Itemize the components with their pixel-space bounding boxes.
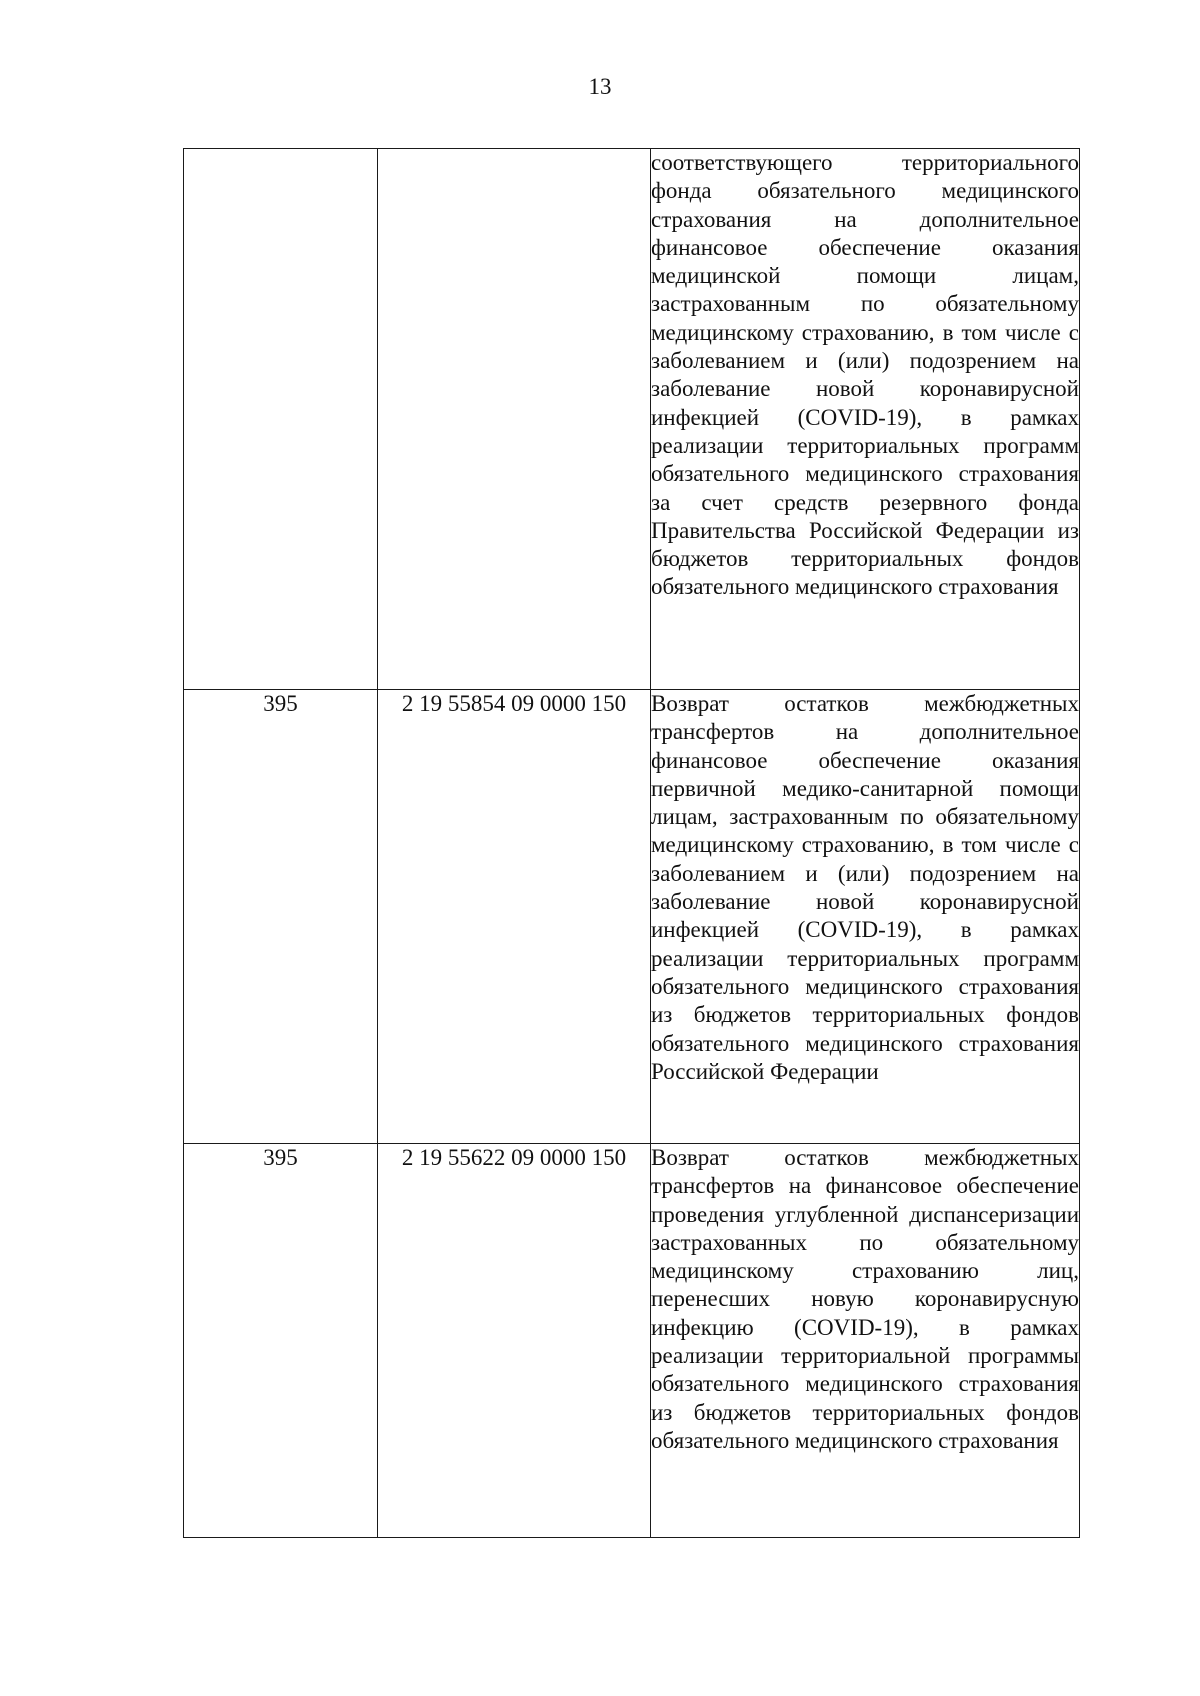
description-cell: соответствующего территориального фонда обязательного медицинского страхования на дополнительное финансовое обеспечение оказания медицинской помощи лицам, застрахованным по обязательному медицинскому страхованию, в том числе с заболеванием и (или) подозрением на заболевание новой коронавирусной инфекцией (COVID-19), в рамках реализации территориальных программ обязательного медицинского страхования за счет средств резервного фонда Правительства Российской Федерации из бюджетов территориальных фондов обязательного медицинского страхования [651, 149, 1080, 690]
budget-code-cell: 2 19 55854 09 0000 150 [378, 690, 651, 1144]
budget-codes-table [183, 148, 1080, 1538]
page-number: 13 [588, 74, 612, 99]
table-row [184, 690, 1080, 1144]
budget-code-cell: 2 19 55622 09 0000 150 [378, 1144, 651, 1538]
description-cell: Возврат остатков межбюджетных трансфертов на финансовое обеспечение проведения углубленной диспансеризации застрахованных по обязательному медицинскому страхованию лиц, перенесших новую коронавирусную инфекцию (COVID-19), в рамках реализации территориальной программы обязательного медицинского страхования из бюджетов территориальных фондов обязательного медицинского страхования [651, 1144, 1080, 1538]
table-row [184, 1144, 1080, 1538]
description-cell: Возврат остатков межбюджетных трансфертов на дополнительное финансовое обеспечение оказания первичной медико-санитарной помощи лицам, застрахованным по обязательному медицинскому страхованию, в том числе с заболеванием и (или) подозрением на заболевание новой коронавирусной инфекцией (COVID-19), в рамках реализации территориальных программ обязательного медицинского страхования из бюджетов территориальных фондов обязательного медицинского страхования Российской Федерации [651, 690, 1080, 1144]
budget-code-cell [378, 149, 651, 690]
admin-code-cell [184, 149, 378, 690]
table-row [184, 149, 1080, 690]
admin-code-cell: 395 [184, 690, 378, 1144]
admin-code-cell: 395 [184, 1144, 378, 1538]
